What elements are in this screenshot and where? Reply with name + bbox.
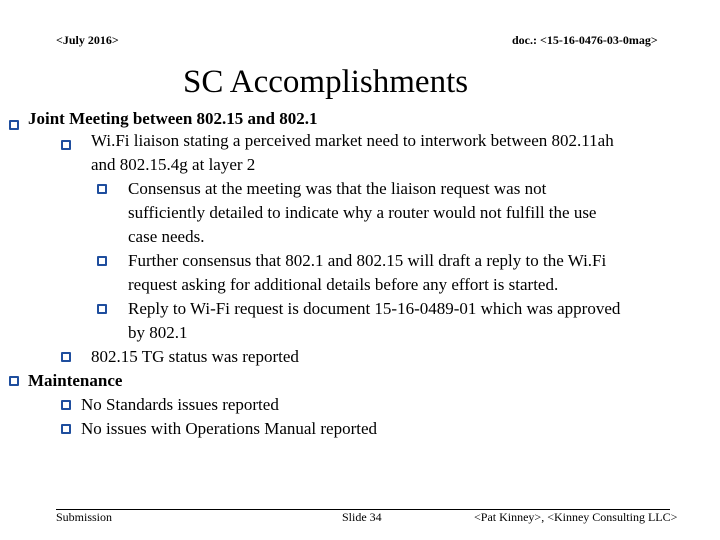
bullet-text-line: request asking for additional details before any effort is started. — [128, 275, 559, 294]
checkbox-bullet-icon — [9, 376, 19, 386]
checkbox-bullet-icon — [61, 140, 71, 150]
checkbox-bullet-icon — [97, 304, 107, 314]
footer-slide-number: Slide 34 — [342, 510, 382, 524]
header-doc-id: doc.: <15-16-0476-03-0mag> — [512, 33, 658, 47]
bullet-text: No Standards issues reported — [81, 395, 279, 414]
bullet-text-line: by 802.1 — [128, 323, 188, 342]
bullet-text-line: Consensus at the meeting was that the liaison request was not — [128, 179, 547, 198]
checkbox-bullet-icon — [61, 352, 71, 362]
slide-title: SC Accomplishments — [183, 64, 469, 100]
footer-submission: Submission — [56, 510, 113, 524]
bullet-text-line: and 802.15.4g at layer 2 — [91, 155, 256, 174]
checkbox-bullet-icon — [61, 400, 71, 410]
bullet-text: No issues with Operations Manual reported — [81, 419, 378, 438]
bullet-text: 802.15 TG status was reported — [91, 347, 299, 366]
checkbox-bullet-icon — [97, 256, 107, 266]
checkbox-bullet-icon — [61, 424, 71, 434]
bullet-text-line: Wi.Fi liaison stating a perceived market need to interwork between 802.11ah — [91, 131, 614, 150]
bullet-text-line: sufficiently detailed to indicate why a router would not fulfill the use — [128, 203, 597, 222]
bullet-text-line: Reply to Wi-Fi request is document 15-16-0489-01 which was approved — [128, 299, 621, 318]
bullet-text: Joint Meeting between 802.15 and 802.1 — [28, 109, 318, 128]
checkbox-bullet-icon — [97, 184, 107, 194]
checkbox-bullet-icon — [9, 120, 19, 130]
footer-author: <Pat Kinney>, <Kinney Consulting LLC> — [474, 510, 678, 524]
bullet-text-line: case needs. — [128, 227, 205, 246]
bullet-text-line: Further consensus that 802.1 and 802.15 will draft a reply to the Wi.Fi — [128, 251, 607, 270]
header-date: <July 2016> — [56, 33, 119, 47]
bullet-text: Maintenance — [28, 371, 123, 390]
